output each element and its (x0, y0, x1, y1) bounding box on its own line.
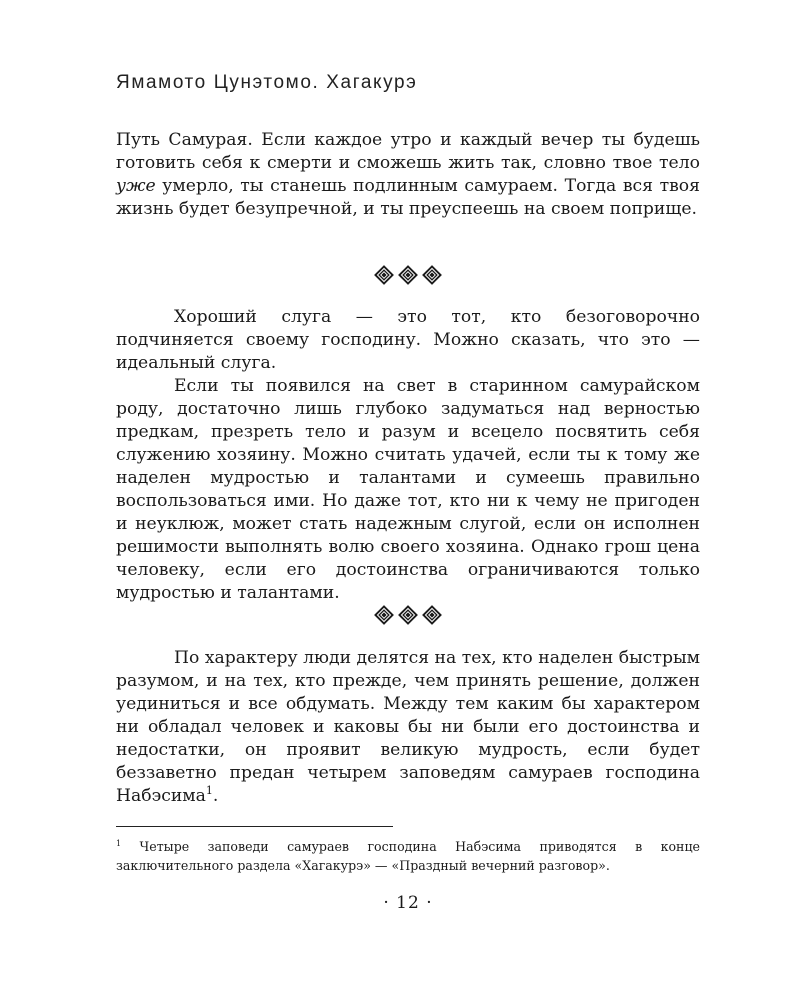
footnote (116, 834, 700, 875)
paragraph-4 (116, 647, 700, 808)
paragraph-1-text (116, 129, 700, 221)
three-diamonds-ornament-icon (116, 265, 700, 285)
footnote-reference[interactable]: 1 (205, 784, 213, 797)
paragraph-1 (116, 129, 700, 221)
book-page (116, 0, 700, 1000)
running-header: Ямамото Цунэтомо. Хагакурэ (116, 72, 418, 93)
paragraph-1-start: Путь Самурая. Если каждое утро и каждый вечер ты будешь готовить себя к смерти и сможешь жить так, словно твое тело (116, 130, 700, 173)
paragraph-4-text: По характеру люди делятся на тех, кто наделен быстрым разумом, и на тех, кто прежде, чем принять решение, должен уединиться и все обдумать. Между тем каким бы характером ни обладал человек и каковы бы ни были его достоинства и недостатки, он проявит великую мудрость, если будет беззаветно предан четырем заповедям самураев господина Набэсима (116, 648, 700, 806)
footnote-text: Четыре заповеди самураев господина Набэсима приводятся в конце заключительного раздела «Хагакурэ» — «Праздный вечерний разговор». (116, 839, 700, 873)
section-2 (116, 306, 700, 605)
footnote-divider (116, 826, 393, 827)
footnote-marker: 1 (116, 839, 122, 848)
paragraph-4-end: . (212, 786, 219, 806)
page-number: · 12 · (383, 893, 433, 913)
paragraph-1-italic: уже (116, 176, 156, 196)
paragraph-2: Хороший слуга — это тот, кто безоговорочно подчиняется своему господину. Можно сказать, что это — идеальный слуга. (116, 307, 700, 373)
three-diamonds-ornament-icon (116, 605, 700, 625)
paragraph-3: Если ты появился на свет в старинном самурайском роду, достаточно лишь глубоко задуматься над верностью предкам, презреть тело и разум и всецело посвятить себя служению хозяину. Можно считать удачей, если ты к тому же наделен мудростью и талантами и сумеешь правильно воспользоваться ими. Но даже тот, кто ни к чему не пригоден и неуклюж, может стать надежным слугой, если он исполнен решимости выполнять волю своего хозяина. Однако грош цена человеку, если его достоинства ограничиваются только мудростью и талантами. (116, 376, 700, 603)
paragraph-1-end: умерло, ты станешь подлинным самураем. Тогда вся твоя жизнь будет безупречной, и ты преуспеешь на своем поприще. (116, 176, 700, 219)
section-3 (116, 647, 700, 808)
